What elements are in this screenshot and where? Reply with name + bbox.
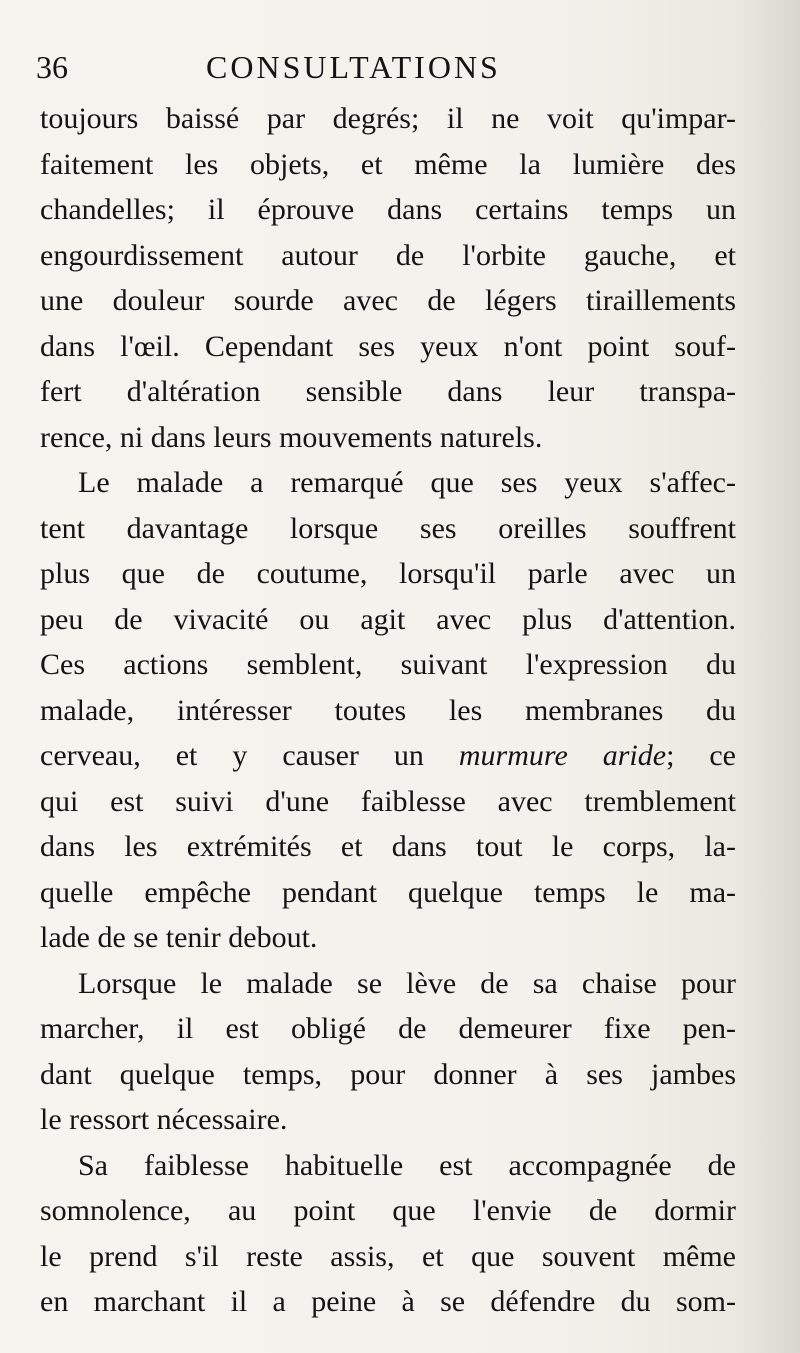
text-line: Le malade a remarqué que ses yeux s'affec-	[78, 466, 736, 499]
text-line: qui est suivi d'une faiblesse avec tremblement	[40, 784, 736, 818]
text-line-with-italic	[40, 733, 736, 779]
text-line: malade, intéresser toutes les membranes du	[40, 693, 736, 727]
text-line: plus que de coutume, lorsqu'il parle avec un	[40, 557, 736, 590]
text-segment: cerveau, et y causer un	[40, 739, 459, 772]
paragraph-2	[40, 460, 736, 961]
running-title: CONSULTATIONS	[206, 49, 501, 85]
text-line: le ressort nécessaire.	[40, 1103, 288, 1136]
text-line: dans l'œil. Cependant ses yeux n'ont point souf-	[40, 329, 736, 363]
text-line: rence, ni dans leurs mouvements naturels.	[40, 420, 543, 454]
text-line: dant quelque temps, pour donner à ses jambes	[40, 1057, 736, 1091]
running-head	[36, 42, 756, 92]
text-segment: ; ce	[666, 739, 736, 772]
text-line: en marchant il a peine à se défendre du som-	[40, 1285, 736, 1318]
page-number: 36	[36, 49, 68, 85]
text-line: une douleur sourde avec de légers tiraillements	[40, 284, 736, 317]
text-line: somnolence, au point que l'envie de dormir	[40, 1194, 736, 1227]
text-line: quelle empêche pendant quelque temps le ma-	[40, 875, 736, 909]
text-line: faitement les objets, et même la lumière des	[40, 147, 736, 181]
text-line: chandelles; il éprouve dans certains temps un	[40, 193, 736, 226]
text-line: tent davantage lorsque ses oreilles souffrent	[40, 511, 736, 545]
text-line: fert d'altération sensible dans leur transpa-	[40, 375, 736, 408]
text-line: Ces actions semblent, suivant l'expression du	[40, 648, 736, 681]
body-text	[40, 96, 736, 1325]
italic-phrase: murmure aride	[458, 739, 667, 772]
text-line: dans les extrémités et dans tout le corps, la-	[40, 830, 736, 863]
text-line: Sa faiblesse habituelle est accompagnée de	[78, 1148, 736, 1182]
paragraph-3	[40, 961, 736, 1143]
text-line: marcher, il est obligé de demeurer fixe pen-	[40, 1012, 736, 1045]
text-line: toujours baissé par degrés; il ne voit qu'impar-	[40, 102, 736, 135]
paragraph-1	[40, 96, 736, 460]
text-line: peu de vivacité ou agit avec plus d'attention.	[40, 602, 736, 636]
text-line: le prend s'il reste assis, et que souvent même	[40, 1239, 736, 1273]
paragraph-4	[40, 1143, 736, 1325]
text-line: Lorsque le malade se lève de sa chaise pour	[78, 966, 736, 1000]
text-line: engourdissement autour de l'orbite gauche, et	[40, 238, 736, 272]
text-line: lade de se tenir debout.	[40, 921, 318, 954]
